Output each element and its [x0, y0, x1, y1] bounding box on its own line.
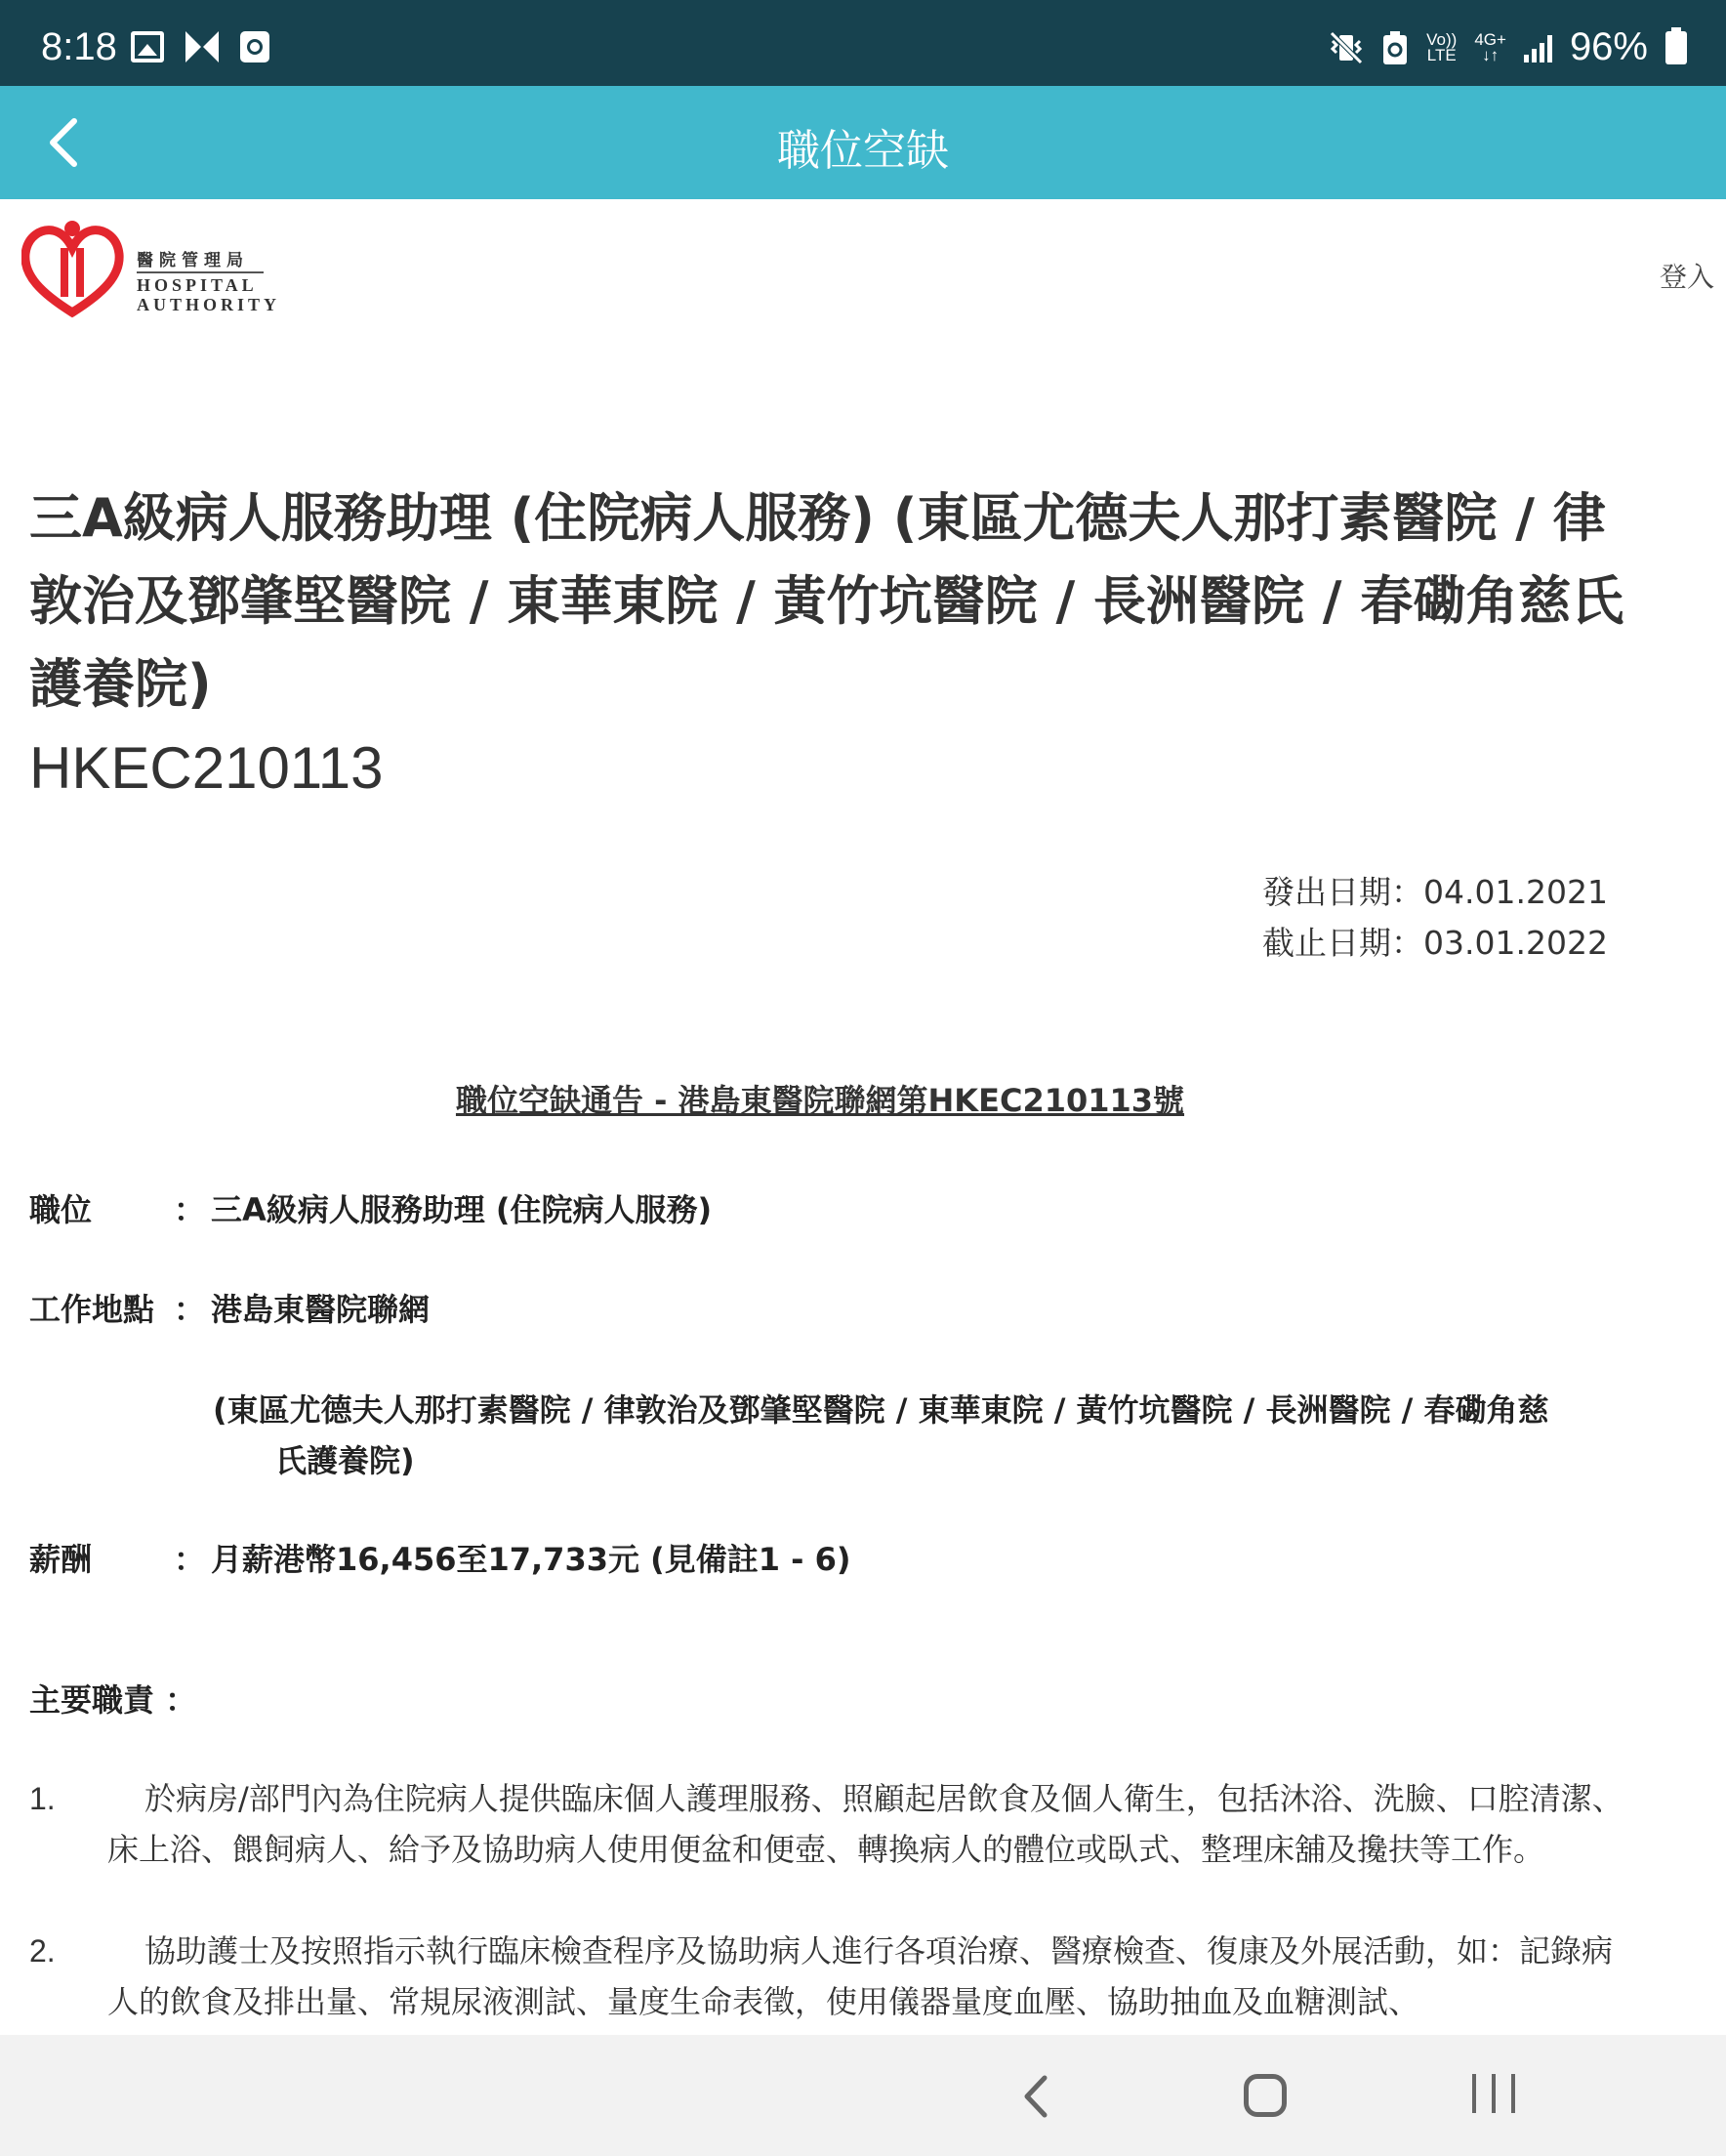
logo-divider — [137, 271, 264, 273]
clock-icon — [240, 31, 269, 62]
location-colon: ： — [174, 1291, 206, 1328]
gallery-icon — [131, 31, 164, 62]
duty-number: 1. — [29, 1781, 56, 1816]
battery-icon — [1665, 31, 1687, 64]
battery-percent: 96% — [1569, 25, 1648, 68]
notice-heading: 職位空缺通告 - 港島東醫院聯網第HKEC210113號 — [455, 1082, 1185, 1119]
status-time: 8:18 — [41, 25, 117, 68]
logo-name-en: HOSPITAL AUTHORITY — [137, 275, 281, 314]
nav-back-button[interactable] — [1017, 2074, 1056, 2119]
vibrate-mute-icon — [1329, 31, 1364, 64]
app-header — [0, 86, 1726, 199]
login-link[interactable]: 登入 — [1659, 261, 1714, 293]
nav-recents-button[interactable] — [1472, 2074, 1515, 2117]
volte-icon: Vo)) LTE — [1426, 29, 1458, 64]
closing-date: 截止日期：03.01.2022 — [1262, 924, 1608, 962]
salary-label: 薪酬 — [29, 1541, 93, 1578]
dates-block — [1262, 867, 1608, 969]
position-field — [29, 1185, 712, 1230]
logo-name-cn: 醫院管理局 — [137, 251, 249, 270]
location-value: 港島東醫院聯網 — [211, 1291, 431, 1328]
status-bar — [0, 0, 1726, 86]
job-title: 三A級病人服務助理 (住院病人服務) (東區尤德夫人那打素醫院 / 律敦治及鄧肇堅醫院 / 東華東院 / 黃竹坑醫院 / 長洲醫院 / 春磡角慈氏護養院) — [29, 487, 1624, 715]
duty-text: 協助護士及按照指示執行臨床檢查程序及協助病人進行各項治療、醫療檢查、復康及外展活動，如：記錄病人的飲食及排出量、常規尿液測試、量度生命表徵，使用儀器量度血壓、協助抽血及血糖測試、 — [107, 1932, 1614, 2020]
battery-saver-icon — [1381, 30, 1409, 65]
salary-field — [29, 1535, 850, 1580]
location-field — [29, 1285, 430, 1330]
location-label: 工作地點 — [29, 1291, 155, 1328]
hospitals-list: (東區尤德夫人那打素醫院 / 律敦治及鄧肇堅醫院 / 東華東院 / 黃竹坑醫院 / 長洲醫院 / 春磡角慈 氏護養院) — [213, 1391, 1549, 1479]
salary-colon: ： — [174, 1541, 206, 1578]
notification-icons — [131, 31, 269, 62]
position-value: 三A級病人服務助理 (住院病人服務) — [211, 1191, 713, 1228]
bowtie-icon — [185, 31, 219, 62]
salary-value: 月薪港幣16,456至17,733元 (見備註1 - 6) — [211, 1541, 851, 1578]
position-label: 職位 — [29, 1191, 93, 1228]
duty-number: 2. — [29, 1933, 56, 1969]
position-colon: ： — [174, 1191, 206, 1228]
header-title: 職位空缺 — [777, 126, 949, 176]
job-code: HKEC210113 — [29, 735, 384, 801]
duty-item — [29, 1773, 1630, 1875]
4g-icon: 4G+ ↓↑ — [1474, 29, 1506, 64]
system-nav-bar — [0, 2035, 1726, 2156]
duties-heading: 主要職責 ： — [29, 1681, 197, 1719]
ha-emblem-icon — [21, 215, 129, 322]
duty-text: 於病房/部門內為住院病人提供臨床個人護理服務、照顧起居飲食及個人衛生，包括沐浴、洗臉、口腔清潔、床上浴、餵飼病人、給予及協助病人使用便盆和便壺、轉換病人的體位或臥式、整理床舖及攙扶等工作。 — [107, 1780, 1623, 1868]
signal-icon — [1524, 33, 1552, 62]
duty-item — [29, 1926, 1630, 2027]
system-icons — [1329, 25, 1687, 69]
nav-home-button[interactable] — [1244, 2074, 1287, 2117]
nav-back-icon — [1017, 2074, 1056, 2119]
issue-date: 發出日期：04.01.2021 — [1262, 873, 1608, 911]
